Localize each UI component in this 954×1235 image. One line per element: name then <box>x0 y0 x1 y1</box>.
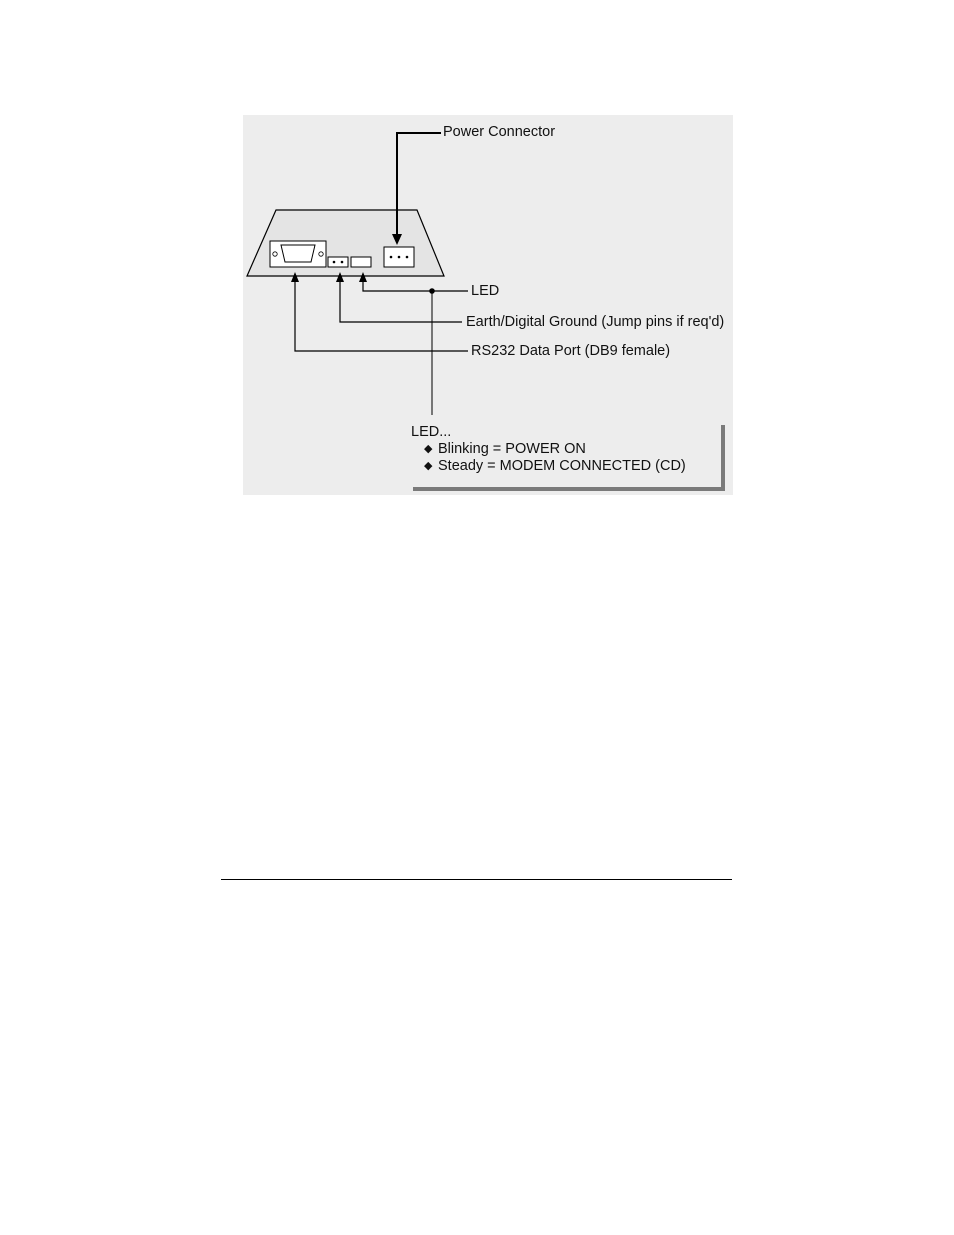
db9-connector-icon <box>270 241 326 267</box>
power-connector-icon <box>384 247 414 267</box>
diamond-bullet-icon: ◆ <box>424 443 433 455</box>
power-connector-label: Power Connector <box>443 124 556 140</box>
led-note-heading: LED... <box>411 424 452 440</box>
ground-jumper-pins-icon <box>328 257 348 267</box>
led-label: LED <box>471 283 500 299</box>
led-note-box <box>408 423 724 489</box>
diamond-bullet-icon: ◆ <box>424 460 433 472</box>
earth-ground-label: Earth/Digital Ground (Jump pins if req'd) <box>466 314 725 330</box>
earth-ground-leader <box>336 272 462 322</box>
led-note-item: ◆ Steady = MODEM CONNECTED (CD) <box>424 458 686 474</box>
led-window-icon <box>351 257 371 267</box>
rs232-port-label: RS232 Data Port (DB9 female) <box>471 343 671 359</box>
led-note-item: ◆ Blinking = POWER ON <box>424 441 586 457</box>
rs232-port-leader <box>291 272 468 351</box>
footer-rule <box>221 879 732 880</box>
